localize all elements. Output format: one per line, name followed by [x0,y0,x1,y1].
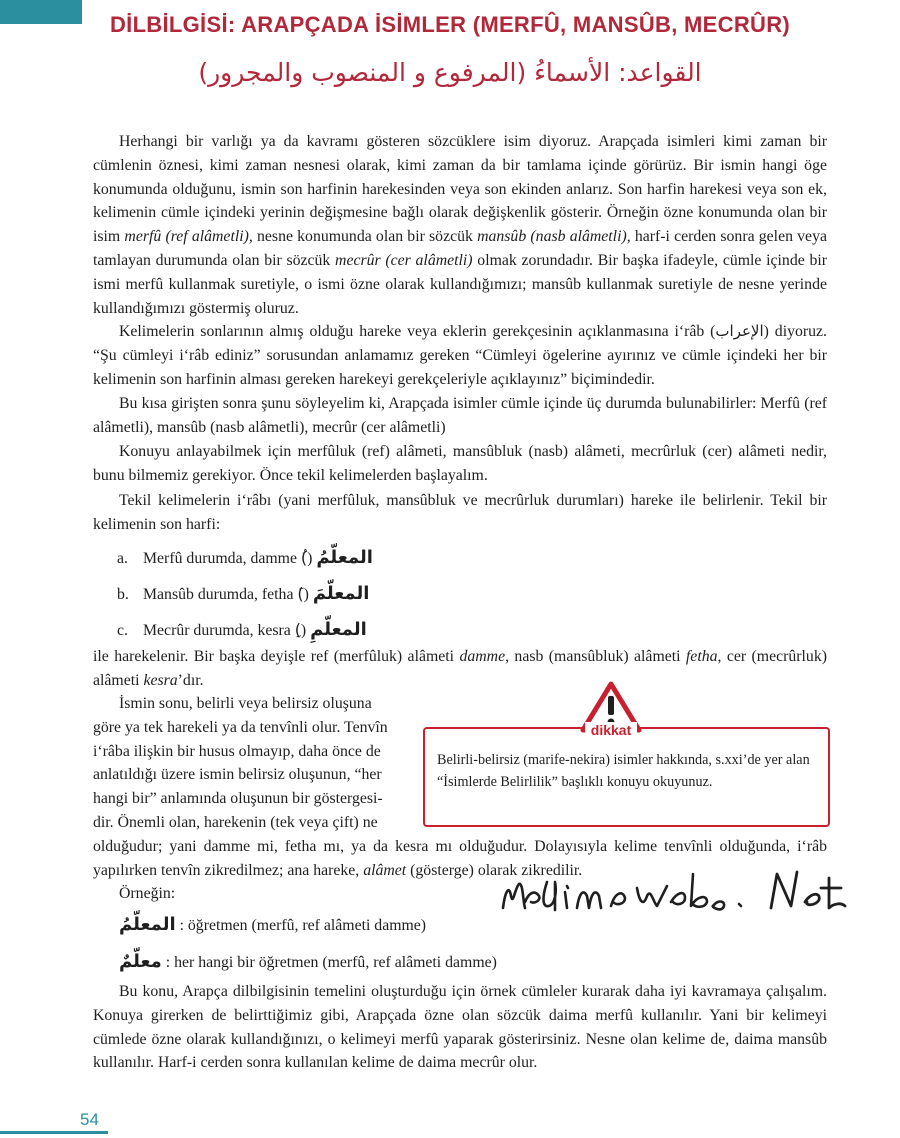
handwritten-watermark [495,862,890,922]
p7-line: hangi bir” anlamında oluşunun bir göstergesi- [93,790,383,808]
list-text: Mansûb durumda, fetha (َ) [143,586,309,603]
p6-damme: damme [459,648,506,665]
p7-line: i‘râba ilişkin bir husus olmayıp, daha önce de [93,742,381,760]
example-1-text: : öğretmen (merfû, ref alâmeti damme) [175,917,427,934]
ornegin-label: Örneğin: [119,885,176,902]
p5-text: Tekil kelimelerin i‘râbı (yani merfûluk, mansûbluk ve mecrûrluk durumları) hareke ile belirlenir. Tekil bir kelimenin son harfi: [93,492,827,533]
list-item-a [117,547,373,568]
p2-text-a: Kelimelerin sonlarının almış olduğu hareke veya eklerin gerekçesinin açıklanmasına i‘râb ( [119,323,716,340]
p3-text: Bu kısa girişten sonra şunu söyleyelim ki, Arapçada isimler cümle içinde üç durumda bulunabilirler: Merfû (ref alâmetli), mansûb (nasb alâmetli), mecrûr (cer alâmetli) [93,395,827,436]
page-number-underline [0,1131,108,1134]
p1-mansub-term: mansûb (nasb alâmetli), [477,228,631,246]
paragraph-intro [93,130,827,320]
example-2-text: : her hangi bir öğretmen (merfû, ref alâmeti damme) [161,954,497,971]
example-1-arabic: المعلّمُ [119,914,176,935]
paragraph-three-cases [93,392,827,440]
page-title: DİLBİLGİSİ: ARAPÇADA İSİMLER (MERFÛ, MANSÛB, MECRÛR) [109,12,791,37]
p2-arabic-irab: الإعراب [715,322,764,340]
list-arabic: المعلّمِ [310,619,367,640]
p1-text-a: Herhangi bir varlığı ya da kavramı gösteren sözcüklere isim diyoruz. Arapçada isimleri kimi zaman bir cümlenin öznesi, kimi zaman nesnesi olarak, kimi zaman da bir tamlama içinde görürüz. Bir ismin hangi öge konumunda olduğunu, ismin son harfinin harekesinden veya son ekinden anlarız. Son harfin harekesi veya son ek, kelimenin cümle içindeki yerinin değişmesine bağlı olarak değişkenlik gösterir. Örneğin özne konumunda olan bir isim [93,133,827,246]
dikkat-label: dikkat [585,722,637,738]
p1-text-b: nesne konumunda olan bir sözcük [252,228,478,246]
example-2-arabic: معلّمٌ [119,951,162,972]
list-letter: c. [117,622,128,639]
p1-mecrur-term: mecrûr (cer alâmetli) [335,251,473,269]
paragraph-harekelenir [93,645,827,693]
p7-rest-b: (gösterge) olarak zikredilir. [406,861,583,879]
p2-text-b: ) diyoruz. “Şu cümleyi i‘râb ediniz” sorusundan anlamamız gereken “Cümleyi ögelerine ayırınız ve cümle içindeki her bir kelimenin son harfinin alması gereken harekeyi gerekçeleriyle açıklayınız” biçimindedir. [93,323,828,388]
p1-merfu-term: merfû (ref alâmetli), [124,228,253,246]
p7-rest-a: olduğudur; yani damme mi, fetha mı, ya da kesra mı olduğudur. Dolayısıyla kelime tenvînli olduğunda, i‘râb yapılırken tenvîn zikredilmez; ana hareke, [93,838,827,879]
p4-text: Konuyu anlayabilmek için merfûluk (ref) alâmeti, mansûbluk (nasb) alâmeti, mecrûrluk (cer) alâmeti nedir, bunu bilmemiz gerekiyor. Önce tekil kelimelerden başlayalım. [93,443,827,484]
paragraph-irab [93,320,827,391]
example-2 [93,950,827,975]
p7-alamet: alâmet [363,861,407,879]
dikkat-note-box [423,727,830,827]
p6-text-a: ile harekelenir. Bir başka deyişle ref (merfûluk) alâmeti [93,648,460,665]
list-text: Merfû durumda, damme (ُ) [143,550,313,567]
p6-fetha: fetha [685,648,718,665]
p6-kesra: kesra [143,671,178,689]
list-item-b [117,583,369,604]
p7-line: İsmin sonu, belirli veya belirsiz oluşuna [119,695,372,712]
page-number: 54 [80,1110,99,1129]
paragraph-singular [93,489,827,537]
p1-text-d: olmak zorundadır. Bir başka ifadeyle, cümle içinde bir ismi merfû kullanmak suretiyle, o ismi özne olarak kullandığımızı; mansûb kullanmak suretiyle de nesne yerinde kullandığımızı göstermiş oluruz. [93,251,828,317]
list-arabic: المعلّمُ [316,547,373,568]
list-arabic: المعلّمَ [312,583,370,604]
paragraph-closing [93,980,827,1075]
paragraph-signs [93,440,827,488]
arabic-subtitle: القواعد: الأسماءُ (المرفوع و المنصوب والمجرور) [198,58,702,87]
paragraph-tenvin-column [93,692,411,835]
p1-text-c: harf-i cerden sonra gelen veya tamlayan durumunda olan bir sözcük [93,228,827,269]
p6-text-c: , cer (mecrûrluk) alâmeti [93,648,827,689]
list-letter: b. [117,586,129,603]
p7-line: anlatıldığı üzere ismin belirsiz oluşunun, “her [93,766,382,784]
p6-text-b: , nasb (mansûbluk) alâmeti [505,648,686,665]
p7-line: göre ya tek harekeli ya da tenvînli olur. Tenvîn [93,718,388,736]
dikkat-note-text: Belirli-belirsiz (marife-nekira) isimler hakkında, s.xxi’de yer alan “İsimlerde Belirlilik” başlıklı konuyu okuyunuz. [437,752,810,790]
list-letter: a. [117,550,128,567]
list-item-c [117,619,367,640]
p8-text: Bu konu, Arapça dilbilgisinin temelini oluşturduğu için örnek cümleler kurarak daha iyi kavramaya çalışalım. Konuya girerken de belirttiğimiz gibi, Arapçada özne olan sözcük daima merfû kullanılır. Yani bir kelimeyi cümlede özne olarak kullandığınızı, o kelimeyi merfû yaparak gösterirsiniz. Nesne olan kelime de, daima mansûb kullanılır. Harf-i cerden sonra kullanılan kelime de daima mecrûr olur. [93,983,827,1072]
list-text: Mecrûr durumda, kesra (ِ) [143,622,307,639]
p7-line: dir. Önemli olan, harekenin (tek veya çift) ne [93,813,378,831]
p6-text-d: ’dır. [177,671,204,689]
